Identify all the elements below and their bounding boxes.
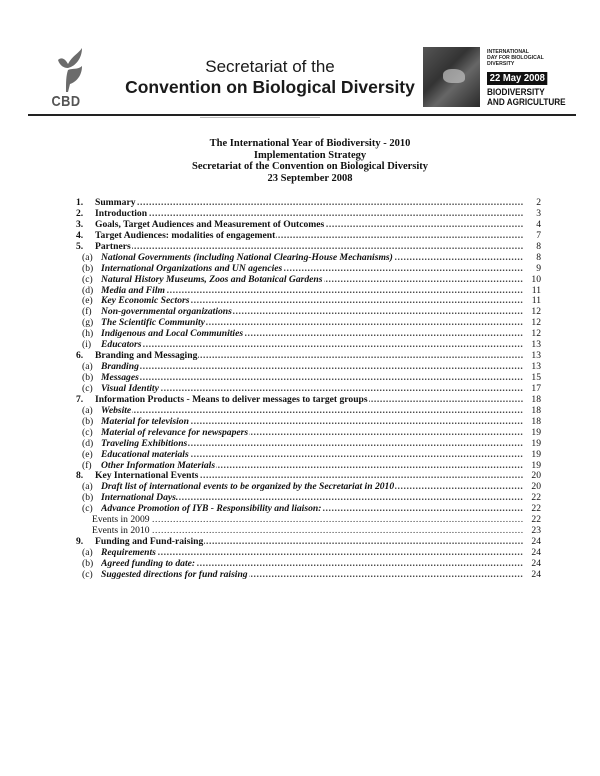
toc-entry-number: (c) [82,503,93,515]
toc-entry-title-text: Media and Film [101,285,165,296]
toc-entry[interactable] [76,264,541,275]
document-author: Secretariat of the Convention on Biological Diversity [191,161,429,172]
toc-entry-page: 10 [531,273,541,285]
toc-entry-number: (e) [82,448,93,460]
toc-entry-title-text: Branding and Messaging [95,351,198,362]
toc-entry-title-text: Material of relevance for newspapers [101,427,249,438]
toc-entry-title-text: Events in 2009 [92,515,150,526]
table-of-contents [76,198,541,581]
toc-entry-number: 5. [76,240,84,252]
toc-entry-title [101,275,523,286]
toc-entry-title [95,351,523,362]
toc-entry-number: 4. [76,229,84,241]
toc-entry-title [95,209,523,220]
toc-entry[interactable] [76,220,541,231]
toc-entry-title-text: Information Products - Means to deliver messages to target groups [95,394,368,405]
toc-entry-title-text: Advance Promotion of IYB - Responsibility and liaison: [101,504,322,515]
toc-entry-number: 9. [76,536,84,548]
toc-entry-number: (d) [82,284,94,296]
toc-entry-title [92,526,523,537]
toc-entry[interactable] [76,307,541,318]
toc-entry-title-text: Suggested directions for fund raising [101,569,248,580]
toc-entry-page: 15 [531,372,541,383]
toc-entry-title-text: Educational materials [101,449,189,460]
toc-entry-title-text: Educators [101,340,142,351]
toc-entry-title-text: Messages [101,373,139,383]
toc-entry[interactable] [76,362,541,373]
toc-entry[interactable] [76,548,541,559]
toc-entry-title-text: Visual Identity [101,383,159,394]
toc-entry-number: 7. [76,393,84,405]
toc-entry-number: (c) [82,568,93,580]
toc-entry-title [95,242,523,253]
toc-entry[interactable] [76,482,541,493]
toc-entry-title-text: Draft list of international events to be organized by the Secretariat in 2010 [101,482,395,493]
header-divider [28,114,576,116]
toc-entry-title-text: The Scientific Community [101,318,205,329]
toc-entry[interactable] [76,471,541,482]
toc-entry[interactable] [76,209,541,220]
toc-entry-page: 8 [536,251,541,263]
toc-entry-title [101,439,523,450]
toc-entry-title [101,482,523,493]
toc-entry-title [95,220,523,231]
toc-entry-page: 7 [536,229,541,241]
document-heading [100,138,520,184]
toc-entry-title-text: National Governments (including National Clearing-House Mechanisms) [101,252,393,263]
toc-entry[interactable] [76,493,541,504]
toc-entry[interactable] [76,275,541,286]
toc-entry-page: 22 [531,514,541,526]
toc-entry[interactable] [76,428,541,439]
badge-theme [487,87,566,107]
badge-line1: INTERNATIONAL [487,49,529,55]
toc-entry-title [101,307,523,318]
toc-entry-page: 18 [531,404,541,416]
toc-entry-title-text: Key Economic Sectors [101,296,190,307]
toc-entry-number: (h) [82,328,94,340]
toc-entry[interactable] [76,417,541,428]
toc-entry-page: 23 [531,525,541,537]
toc-entry-page: 8 [536,240,541,252]
toc-entry-page: 19 [531,426,541,438]
toc-entry[interactable] [76,318,541,329]
toc-entry-page: 4 [536,218,541,230]
toc-entry-page: 18 [531,415,541,427]
toc-entry-title [101,417,523,428]
toc-entry-page: 3 [536,207,541,219]
toc-entry-page: 9 [536,262,541,274]
toc-entry-page: 20 [531,470,541,482]
toc-entry-title [101,373,523,384]
toc-entry-title-text: Branding [101,362,139,373]
toc-entry-number: (b) [82,415,94,427]
toc-entry[interactable] [76,296,541,307]
toc-entry-page: 19 [531,448,541,460]
toc-entry-number: (a) [82,547,93,558]
toc-entry-title-text: International Organizations and UN agencies [101,263,283,274]
toc-entry-title [95,231,523,242]
toc-entry[interactable] [76,559,541,570]
org-title-line1: Secretariat of the [205,57,335,76]
toc-entry[interactable] [76,526,541,537]
toc-entry[interactable] [76,340,541,351]
toc-entry-title-text: Indigenous and Local Communities [101,329,244,340]
toc-entry[interactable] [76,515,541,526]
badge-theme-line2: AND AGRICULTURE [487,97,566,107]
toc-entry[interactable] [76,198,541,209]
toc-entry[interactable] [76,253,541,264]
toc-entry-number: (f) [82,306,92,318]
toc-entry[interactable] [76,395,541,406]
toc-entry[interactable] [76,537,541,548]
toc-entry-title [101,253,523,264]
badge-theme-line1: BIODIVERSITY [487,87,545,97]
toc-entry-page: 12 [531,306,541,318]
toc-entry-title-text: International Days. [101,493,179,504]
toc-entry-title-text: Material for television [101,416,189,427]
toc-entry[interactable] [76,406,541,417]
biodiversity-day-badge [423,47,583,109]
toc-entry-title-text: Traveling Exhibitions [101,438,188,449]
toc-entry-title [95,395,523,406]
toc-entry-number: (g) [82,317,94,329]
toc-entry-title-text: Target Audiences: modalities of engagement [95,230,276,241]
toc-entry-title [101,264,523,275]
toc-entry-number: (f) [82,459,92,471]
toc-entry-number: 2. [76,207,84,219]
toc-entry-title [95,198,523,209]
toc-entry-number: (a) [82,361,93,373]
toc-entry[interactable] [76,373,541,384]
toc-entry-title [101,461,523,472]
toc-entry[interactable] [76,439,541,450]
toc-entry-page: 12 [531,317,541,329]
toc-entry-number: (b) [82,557,94,569]
toc-entry-number: (a) [82,481,93,493]
leaf-logo-icon [54,48,84,92]
toc-entry-title-text: Non-governmental organizations [101,307,232,318]
toc-entry[interactable] [76,231,541,242]
toc-entry[interactable] [76,570,541,581]
toc-entry-title [101,559,523,570]
toc-entry-title [92,515,523,526]
toc-entry[interactable] [76,384,541,395]
toc-entry-number: 6. [76,350,84,362]
organization-title [120,57,420,98]
toc-entry-title-text: Key International Events [95,471,199,482]
toc-entry[interactable] [76,461,541,472]
toc-entry-number: (d) [82,437,94,449]
toc-entry-page: 20 [531,481,541,493]
toc-entry-title [95,537,523,548]
toc-entry[interactable] [76,286,541,297]
badge-line2: DAY FOR BIOLOGICAL [487,55,544,61]
toc-entry-title [101,362,523,373]
toc-entry-title [101,504,523,515]
toc-entry-number: 1. [76,197,84,208]
toc-entry-page: 19 [531,459,541,471]
toc-entry-number: (b) [82,492,94,504]
toc-entry-page: 22 [531,503,541,515]
document-subtitle: Implementation Strategy [253,149,367,161]
toc-entry-page: 13 [531,339,541,351]
toc-entry-page: 24 [531,536,541,548]
toc-entry-title [101,548,523,559]
toc-entry[interactable] [76,351,541,362]
toc-entry-title [101,450,523,461]
toc-entry-page: 19 [531,437,541,449]
toc-entry-title [101,428,523,439]
toc-entry-number: (e) [82,295,93,307]
toc-entry-title [101,406,523,417]
toc-entry-page: 13 [531,350,541,362]
badge-photo [423,47,480,107]
toc-entry-number: 3. [76,218,84,230]
toc-entry-title-text: Other Information Materials [101,460,216,471]
toc-entry-number: (c) [82,426,93,438]
toc-entry[interactable] [76,242,541,253]
toc-entry[interactable] [76,504,541,515]
toc-entry-title-text: Partners [95,241,131,252]
toc-entry-title-text: Events in 2010 [92,526,150,537]
toc-entry-title [101,296,523,307]
toc-entry-title [101,340,523,351]
toc-entry-page: 13 [531,361,541,373]
toc-entry-page: 11 [531,284,541,296]
toc-entry-page: 2 [536,197,541,208]
toc-entry-title-text: Introduction [95,208,148,219]
toc-entry[interactable] [76,450,541,461]
logo-text: CBD [51,93,81,110]
cbd-logo [48,48,88,112]
header-divider-faint [200,117,320,118]
toc-entry-page: 17 [531,382,541,394]
toc-entry-title [101,570,523,581]
toc-entry[interactable] [76,329,541,340]
toc-entry-page: 22 [531,492,541,504]
toc-entry-title [95,471,523,482]
toc-entry-title-text: Website [101,405,132,416]
document-date: 23 September 2008 [267,172,353,184]
toc-entry-title-text: Funding and Fund-raising [95,537,204,548]
toc-entry-title [101,286,523,297]
letterhead [0,0,600,120]
badge-date: 22 May 2008 [487,72,548,85]
toc-entry-number: (c) [82,273,93,285]
toc-entry-page: 11 [531,295,541,307]
toc-entry-page: 12 [531,328,541,340]
toc-entry-number: (a) [82,251,93,263]
toc-entry-page: 18 [531,393,541,405]
toc-entry-page: 24 [531,547,541,558]
document-title: The International Year of Biodiversity - 2010 [209,138,411,149]
toc-entry-title-text: Summary [95,198,136,208]
toc-entry-title [101,384,523,395]
toc-entry-title-text: Natural History Museums, Zoos and Botanical Gardens [101,274,323,285]
toc-entry-number: (b) [82,372,94,383]
toc-entry-title-text: Goals, Target Audiences and Measurement of Outcomes [95,219,325,230]
toc-entry-title [101,329,523,340]
toc-entry-title-text: Agreed funding to date: [101,558,196,569]
badge-line3: DIVERSITY [487,61,515,67]
toc-entry-number: (b) [82,262,94,274]
toc-entry-number: (a) [82,404,93,416]
toc-entry-page: 24 [531,568,541,580]
toc-entry-page: 24 [531,557,541,569]
toc-entry-number: (c) [82,382,93,394]
toc-entry-title [101,493,523,504]
toc-entry-title [101,318,523,329]
org-title-line2: Convention on Biological Diversity [125,77,415,97]
toc-entry-title-text: Requirements [101,548,156,558]
toc-entry-number: 8. [76,470,84,482]
toc-entry-number: (i) [82,339,92,351]
